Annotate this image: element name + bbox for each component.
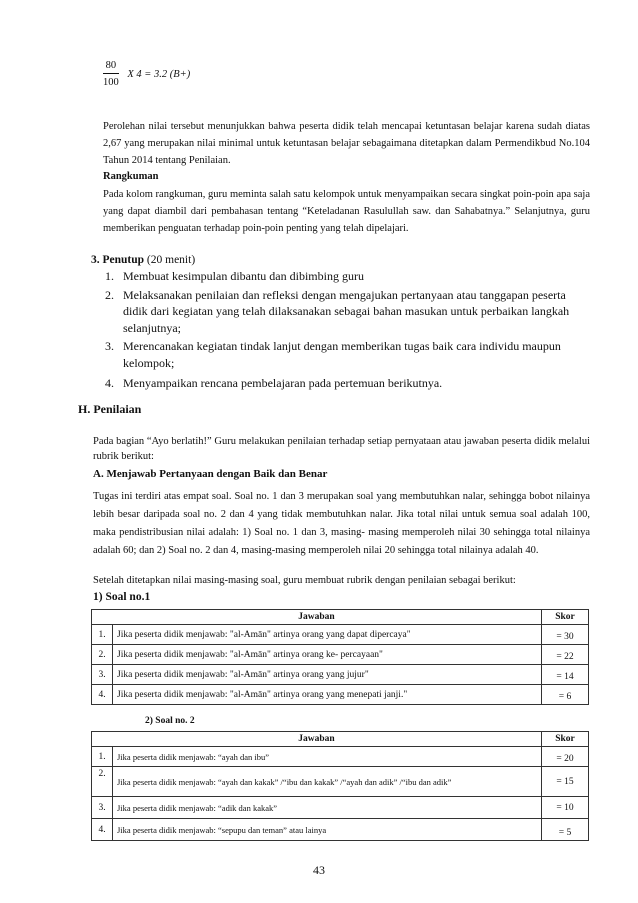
row-score: = 15 [542,767,589,797]
row-number: 2. [92,767,113,797]
result-paragraph: Perolehan nilai tersebut menunjukkan bahwa peserta didik telah mencapai ketuntasan belajar karena sudah diatas 2,67 yang merupakan nilai minimal untuk ketuntasan belajar sebagaimana ditetapkan dalam Permendikbud No.104 Tahun 2014 tentang Penilaian. [103,121,590,166]
row-number: 1. [92,625,113,645]
row-number: 1. [92,747,113,767]
table-header-row [92,610,589,625]
table-row [92,797,589,819]
list-text: Melaksanakan penilaian dan refleksi dengan mengajukan pertanyaan atau tanggapan peserta didik dari kegiatan yang telah dilaksanakan sebagai bahan masukan untuk perbaikan langkah selanjutnya; [123,287,570,335]
table-row [92,665,589,685]
row-answer: Jika peserta didik menjawab: “adik dan kakak” [113,797,542,819]
table-row [92,685,589,705]
row-number: 4. [92,685,113,705]
soal1-title: 1) Soal no.1 [93,591,151,603]
row-score: = 10 [542,797,589,819]
header-jawaban: Jawaban [92,732,542,747]
penilaian-subtitle: A. Menjawab Pertanyaan dengan Baik dan Benar [93,468,328,480]
penilaian-task-text: Tugas ini terdiri atas empat soal. Soal no. 1 dan 3 merupakan soal yang membutuhkan nalar, sehingga bobot nilainya lebih besar daripada soal no. 2 dan 4 yang tidak membutuhkan nalar. Jika total nilai untuk semua soal adalah 100, maka pendistribusian nilai adalah: 1) Soal no. 1 dan 3, masing- masing memperoleh nilai 30 sehingga total nilainya adalah 60; dan 2) Soal no. 2 dan 4, masing-masing memperoleh nilai 20 sehingga total nilainya adalah 40. [93,491,590,556]
list-number: 4. [105,376,114,390]
row-score: = 30 [542,625,589,645]
formula-fraction [103,60,119,88]
grade-formula [103,60,190,88]
list-item [105,375,590,392]
row-answer: Jika peserta didik menjawab: “ayah dan kakak” /“ibu dan kakak” /“ayah dan adik” /“ibu dan adik” [113,767,542,797]
row-answer: Jika peserta didik menjawab: "al-Amān" artinya orang yang dapat dipercaya" [113,625,542,645]
row-number: 3. [92,797,113,819]
penutup-list [105,268,590,392]
soal2-title: 2) Soal no. 2 [145,716,195,726]
row-score: = 14 [542,665,589,685]
penilaian-title: H. Penilaian [78,402,142,416]
penutup-heading [91,254,195,266]
row-score: = 5 [542,819,589,841]
list-number: 2. [105,287,114,302]
formula-denominator: 100 [103,77,119,88]
row-number: 4. [92,819,113,841]
rubric-intro: Setelah ditetapkan nilai masing-masing soal, guru membuat rubrik dengan penilaian sebagai berikut: [93,575,516,586]
list-number: 3. [105,339,114,353]
list-item [105,287,590,337]
list-text: Merencanakan kegiatan tindak lanjut dengan memberikan tugas baik cara individu maupun kelompok; [123,339,561,370]
list-text: Menyampaikan rencana pembelajaran pada pertemuan berikutnya. [123,376,443,390]
table-row [92,819,589,841]
list-number: 1. [105,269,114,283]
rangkuman-text: Pada kolom rangkuman, guru meminta salah satu kelompok untuk menyampaikan secara singkat poin-poin apa saja yang dapat diambil dari pembahasan tentang “Keteladanan Rasulullah saw. dan Sahabatnya.” Selanjutnya, guru memberikan penguatan terhadap poin-poin penting yang telah dipelajari. [103,189,590,234]
formula-numerator: 80 [103,60,119,74]
header-jawaban: Jawaban [92,610,542,625]
row-answer: Jika peserta didik menjawab: “sepupu dan teman” atau lainya [113,819,542,841]
list-text: Membuat kesimpulan dibantu dan dibimbing guru [123,269,364,283]
header-skor: Skor [542,732,589,747]
penilaian-intro: Pada bagian “Ayo berlatih!” Guru melakukan penilaian terhadap setiap pernyataan atau jawaban peserta didik melalui rubrik berikut: [93,436,590,462]
row-answer: Jika peserta didik menjawab: "al-Amān" artinya orang yang menepati janji." [113,685,542,705]
formula-rhs: X 4 = 3.2 (B+) [127,68,191,80]
row-score: = 22 [542,645,589,665]
list-item [105,338,590,371]
penutup-duration: (20 menit) [146,254,196,266]
row-score: = 6 [542,685,589,705]
row-score: = 20 [542,747,589,767]
table-header-row [92,732,589,747]
row-answer: Jika peserta didik menjawab: “ayah dan ibu” [113,747,542,767]
table-row [92,645,589,665]
table-row [92,767,589,797]
row-answer: Jika peserta didik menjawab: "al-Amān" artinya orang yang jujur" [113,665,542,685]
page-number: 43 [313,863,325,877]
table-row [92,625,589,645]
soal1-table [91,609,589,705]
table-row [92,747,589,767]
rangkuman-title: Rangkuman [103,171,159,182]
soal2-table [91,731,589,841]
row-number: 3. [92,665,113,685]
header-skor: Skor [542,610,589,625]
row-answer: Jika peserta didik menjawab: "al-Amān" artinya orang ke- percayaan" [113,645,542,665]
list-item [105,268,590,285]
penutup-title: 3. Penutup [91,254,145,266]
row-number: 2. [92,645,113,665]
